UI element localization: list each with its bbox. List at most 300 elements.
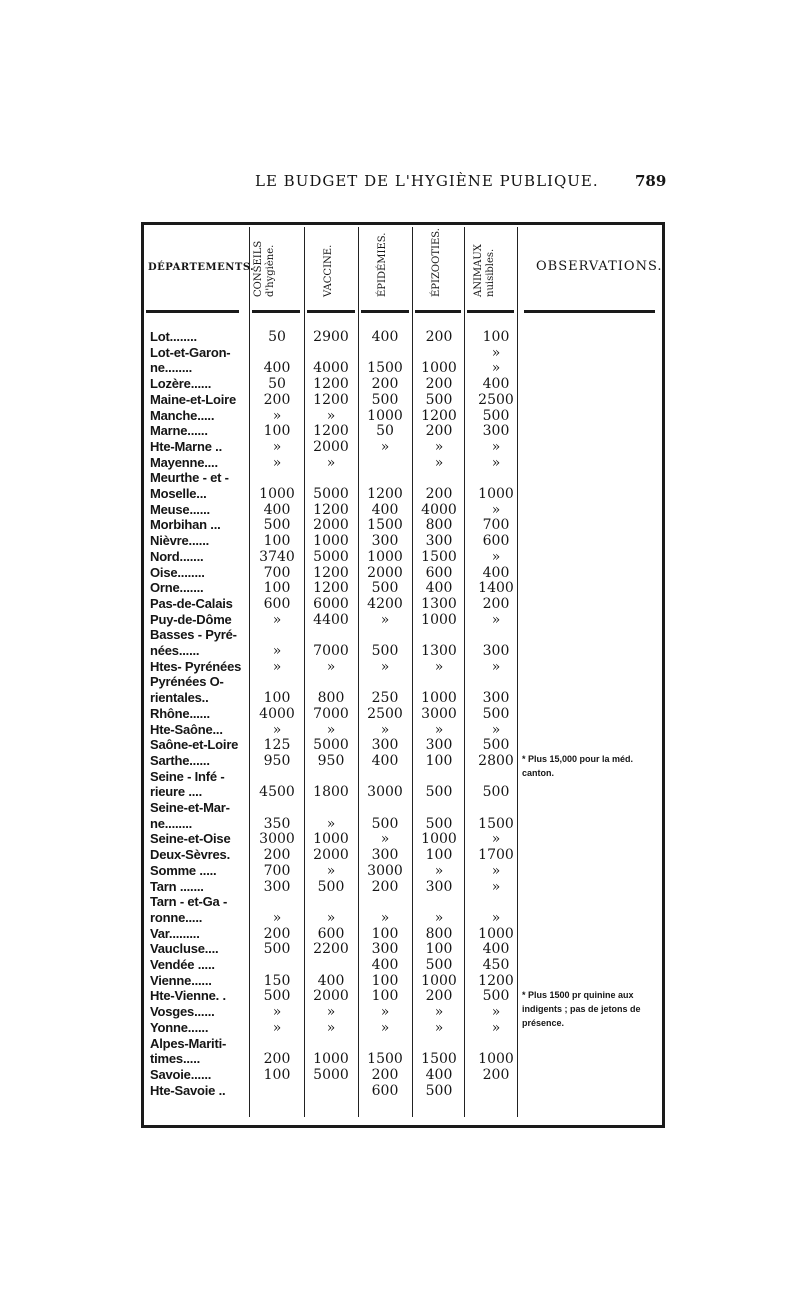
table-row: [146, 643, 518, 659]
table-cell: 300: [425, 737, 453, 754]
table-row: [146, 1083, 518, 1099]
table-row: [146, 533, 518, 549]
table-cell: 500: [371, 580, 399, 597]
table-cell: »: [272, 611, 282, 628]
table-row: [146, 455, 518, 471]
table-cell: 50: [268, 329, 286, 345]
table-cell: 5000: [313, 486, 349, 502]
table-cell: 400: [482, 376, 510, 393]
table-cell: 400: [263, 360, 291, 377]
table-cell: »: [434, 1004, 444, 1021]
table-cell: 125: [263, 737, 291, 754]
table-row: [146, 345, 518, 361]
department-name: Basses - Pyré-: [150, 627, 237, 643]
department-name: Vaucluse....: [150, 941, 219, 957]
table-cell: 500: [482, 784, 510, 801]
department-name: Nord.......: [150, 548, 204, 564]
header-animaux: [473, 244, 497, 297]
table-cell: 700: [263, 862, 291, 879]
table-cell: »: [380, 611, 390, 628]
table-cell: 1000: [259, 486, 295, 502]
table-cell: »: [380, 909, 390, 926]
table-row: [146, 941, 518, 957]
table-cell: »: [380, 438, 390, 455]
table-row: [146, 879, 518, 895]
table-cell: 3000: [367, 784, 403, 801]
department-name: Hte-Savoie ..: [150, 1082, 226, 1098]
header-animaux-line1: ANIMAUX: [473, 244, 484, 297]
table-row: [146, 847, 518, 863]
table-cell: 4000: [259, 705, 295, 722]
table-row: [146, 376, 518, 392]
department-name: nées......: [150, 643, 200, 658]
table-cell: 500: [425, 957, 453, 973]
table-row: [146, 957, 518, 973]
table-cell: 1500: [478, 815, 514, 832]
table-cell: »: [491, 501, 501, 518]
table-cell: »: [326, 721, 336, 738]
table-cell: 1200: [313, 376, 349, 393]
table-cell: 200: [425, 988, 453, 1005]
table-cell: 300: [482, 643, 510, 659]
table-cell: »: [491, 1019, 501, 1036]
department-name: Manche.....: [150, 407, 215, 423]
table-cell: 4000: [421, 501, 457, 518]
table-row: [146, 408, 518, 424]
header-animaux-line2: nuisibles.: [485, 248, 496, 297]
table-cell: 1000: [421, 972, 457, 989]
table-cell: 300: [371, 737, 399, 754]
table-row: [146, 753, 518, 769]
department-name: Lot........: [150, 329, 197, 344]
table-cell: 3000: [367, 862, 403, 879]
header-epidemies: ÉPIDÉMIES.: [377, 232, 388, 297]
header-rule: [252, 310, 300, 313]
department-name: Var.........: [150, 925, 200, 941]
table-cell: 50: [376, 423, 394, 440]
table-cell: 300: [425, 533, 453, 550]
table-row: [146, 659, 518, 675]
table-cell: 2000: [313, 517, 349, 534]
table-cell: 100: [371, 972, 399, 989]
table-cell: 4000: [313, 360, 349, 377]
department-name: Nièvre......: [150, 533, 210, 549]
table-row: [146, 1020, 518, 1036]
table-cell: 2200: [313, 941, 349, 958]
table-cell: 100: [263, 533, 291, 550]
table-cell: 950: [263, 752, 291, 769]
table-cell: 500: [482, 737, 510, 754]
table-cell: 500: [317, 878, 345, 895]
table-cell: 400: [263, 501, 291, 518]
department-name: Tarn - et-Ga -: [150, 894, 228, 910]
table-row: [146, 627, 518, 643]
table-cell: 200: [425, 329, 453, 345]
table-row: [146, 329, 518, 345]
table-cell: 500: [425, 391, 453, 408]
department-name: ne........: [150, 360, 193, 376]
table-row: [146, 831, 518, 847]
department-name: Hte-Marne ..: [150, 438, 223, 454]
table-cell: 1000: [478, 1051, 514, 1068]
table-cell: 1000: [478, 486, 514, 502]
department-name: Seine-et-Mar-: [150, 800, 230, 815]
table-cell: 5000: [313, 548, 349, 565]
table-cell: 100: [425, 752, 453, 769]
table-row: [146, 674, 518, 690]
table-cell: 300: [371, 847, 399, 864]
department-name: Morbihan ...: [150, 517, 221, 533]
department-name: Marne......: [150, 423, 208, 439]
table-cell: »: [491, 721, 501, 738]
table-cell: 500: [263, 517, 291, 534]
table-cell: »: [326, 862, 336, 879]
table-cell: 300: [371, 533, 399, 550]
table-cell: 200: [371, 1066, 399, 1083]
department-name: Puy-de-Dôme: [150, 611, 232, 627]
table-row: [146, 910, 518, 926]
table-row: [146, 988, 518, 1004]
table-cell: 600: [317, 925, 345, 942]
table-cell: »: [491, 360, 501, 377]
header-vaccine: VACCINE.: [323, 244, 334, 297]
header-rule: [524, 310, 655, 313]
table-cell: 100: [371, 925, 399, 942]
table-cell: 2000: [313, 438, 349, 455]
table-cell: 1000: [421, 360, 457, 377]
table-cell: 1500: [367, 360, 403, 377]
table-row: [146, 392, 518, 408]
table-cell: 300: [263, 878, 291, 895]
table-cell: 400: [371, 752, 399, 769]
table-row: [146, 517, 518, 533]
table-cell: 200: [263, 1051, 291, 1068]
department-name: Rhône......: [150, 705, 210, 721]
department-name: Seine - Infé -: [150, 768, 225, 784]
table-cell: 1200: [478, 972, 514, 989]
table-cell: 1200: [313, 391, 349, 408]
table-cell: 700: [263, 564, 291, 581]
table-cell: »: [326, 815, 336, 832]
table-cell: 100: [263, 423, 291, 440]
header-conseils-line2: d'hygiène.: [265, 244, 276, 297]
table-cell: 600: [263, 595, 291, 612]
department-name: Saône-et-Loire: [150, 737, 239, 753]
table-cell: 5000: [313, 1066, 349, 1083]
department-name: Orne.......: [150, 580, 204, 596]
table-cell: 2000: [313, 847, 349, 864]
table-cell: »: [491, 1004, 501, 1021]
table-cell: 200: [263, 847, 291, 864]
table-cell: 2900: [313, 329, 349, 345]
table-cell: 450: [482, 957, 510, 973]
table-cell: »: [491, 831, 501, 848]
header-rule: [146, 310, 239, 313]
department-name: Vendée .....: [150, 957, 215, 972]
table-cell: 1000: [367, 548, 403, 565]
department-name: Hte-Vienne. .: [150, 988, 226, 1004]
table-cell: 400: [371, 957, 399, 973]
table-cell: »: [272, 1004, 282, 1021]
table-cell: 300: [482, 423, 510, 440]
table-cell: 100: [263, 580, 291, 597]
table-cell: 5000: [313, 737, 349, 754]
table-cell: »: [272, 721, 282, 738]
table-cell: 100: [482, 329, 510, 345]
table-row: [146, 706, 518, 722]
table-cell: 2800: [478, 752, 514, 769]
header-rule: [307, 310, 355, 313]
department-name: Hte-Saône...: [150, 721, 223, 737]
table-cell: 1700: [478, 847, 514, 864]
table-cell: »: [491, 454, 501, 471]
table-cell: 50: [268, 376, 286, 393]
table-cell: 2500: [367, 705, 403, 722]
table-cell: »: [491, 862, 501, 879]
table-cell: 400: [425, 580, 453, 597]
table-cell: 200: [482, 595, 510, 612]
department-name: Savoie......: [150, 1066, 212, 1082]
table-cell: »: [326, 1004, 336, 1021]
table-cell: 200: [425, 423, 453, 440]
table-row: [146, 690, 518, 706]
department-name: Pas-de-Calais: [150, 595, 233, 611]
table-cell: 350: [263, 815, 291, 832]
table-cell: 1500: [367, 1051, 403, 1068]
department-name: Meurthe - et -: [150, 470, 229, 486]
table-cell: 6000: [313, 595, 349, 612]
table-cell: 3000: [421, 705, 457, 722]
table-row: [146, 816, 518, 832]
table-cell: 100: [425, 941, 453, 958]
table-cell: 3740: [259, 548, 295, 565]
table-cell: 500: [263, 941, 291, 958]
department-name: Tarn .......: [150, 878, 204, 894]
table-cell: 1200: [313, 423, 349, 440]
table-cell: 300: [425, 878, 453, 895]
table-cell: 800: [317, 690, 345, 707]
table-row: [146, 1004, 518, 1020]
table-row: [146, 439, 518, 455]
table-cell: 100: [371, 988, 399, 1005]
table-cell: »: [272, 658, 282, 675]
running-head: LE BUDGET DE L'HYGIÈNE PUBLIQUE.: [255, 172, 599, 190]
table-cell: »: [380, 1004, 390, 1021]
table-row: [146, 1036, 518, 1052]
table-cell: 100: [425, 847, 453, 864]
table-cell: »: [491, 548, 501, 565]
table-cell: 1300: [421, 643, 457, 659]
table-cell: »: [434, 721, 444, 738]
department-name: Vosges......: [150, 1004, 215, 1020]
table-cell: »: [491, 344, 501, 361]
table-cell: 400: [425, 1066, 453, 1083]
department-name: Deux-Sèvres.: [150, 847, 230, 863]
header-epizooties: ÉPIZOOTIES.: [431, 228, 442, 297]
page-number: 789: [635, 172, 667, 190]
table-cell: 500: [482, 705, 510, 722]
table-cell: 4400: [313, 611, 349, 628]
observation-note-hte-vienne: * Plus 1500 pr quinine aux indigents ; pas de jetons de présence.: [522, 990, 641, 1028]
header-conseils: [253, 241, 277, 297]
table-cell: »: [491, 438, 501, 455]
table-cell: 500: [371, 815, 399, 832]
table-cell: 100: [263, 690, 291, 707]
department-name: rientales..: [150, 690, 209, 706]
table-cell: 4200: [367, 595, 403, 612]
header-rule: [361, 310, 409, 313]
department-name: Vienne......: [150, 972, 212, 988]
table-cell: 800: [425, 925, 453, 942]
table-cell: 500: [371, 643, 399, 659]
table-cell: »: [326, 1019, 336, 1036]
table-cell: 7000: [313, 643, 349, 659]
table-cell: 500: [425, 784, 453, 801]
department-name: Lot-et-Garon-: [150, 344, 231, 360]
table-cell: 200: [371, 376, 399, 393]
table-row: [146, 580, 518, 596]
table-row: [146, 926, 518, 942]
table-row: [146, 360, 518, 376]
table-cell: 1500: [367, 517, 403, 534]
table-cell: 200: [425, 376, 453, 393]
header-rule: [415, 310, 461, 313]
table-cell: 950: [317, 752, 345, 769]
table-cell: 400: [482, 941, 510, 958]
table-cell: 400: [482, 564, 510, 581]
header-rule: [467, 310, 514, 313]
table-cell: »: [491, 878, 501, 895]
table-row: [146, 769, 518, 785]
table-cell: 1400: [478, 580, 514, 597]
table-cell: 2500: [478, 391, 514, 408]
department-name: Oise........: [150, 564, 205, 580]
table-cell: 600: [371, 1082, 399, 1099]
table-cell: »: [491, 909, 501, 926]
table-row: [146, 1051, 518, 1067]
department-name: Htes- Pyrénées: [150, 658, 242, 674]
department-name: Maine-et-Loire: [150, 391, 237, 407]
header-observations: OBSERVATIONS.: [536, 259, 663, 274]
table-cell: »: [380, 1019, 390, 1036]
table-cell: 700: [482, 517, 510, 534]
table-cell: 1500: [421, 1051, 457, 1068]
table-row: [146, 863, 518, 879]
department-name: Meuse......: [150, 501, 210, 517]
table-cell: »: [434, 862, 444, 879]
table-cell: 500: [263, 988, 291, 1005]
table-cell: 500: [371, 391, 399, 408]
table-cell: »: [380, 658, 390, 675]
table-cell: 1000: [313, 831, 349, 848]
table-row: [146, 423, 518, 439]
department-name: Alpes-Mariti-: [150, 1035, 227, 1051]
table-cell: 1000: [421, 690, 457, 707]
department-name: ronne.....: [150, 909, 203, 925]
department-name: Seine-et-Oise: [150, 831, 231, 847]
table-cell: »: [434, 1019, 444, 1036]
table-cell: »: [434, 909, 444, 926]
table-cell: 400: [317, 972, 345, 989]
table-row: [146, 565, 518, 581]
table-cell: »: [272, 438, 282, 455]
table-cell: »: [272, 1019, 282, 1036]
table-cell: 1000: [478, 925, 514, 942]
table-cell: »: [326, 454, 336, 471]
table-cell: 1000: [313, 1051, 349, 1068]
table-cell: »: [491, 611, 501, 628]
table-cell: 800: [425, 517, 453, 534]
table-cell: 1000: [367, 407, 403, 424]
table-cell: 1200: [421, 407, 457, 424]
table-row: [146, 973, 518, 989]
table-cell: 1000: [313, 533, 349, 550]
table-cell: 1800: [313, 784, 349, 801]
table-cell: »: [434, 658, 444, 675]
table-row: [146, 737, 518, 753]
table-row: [146, 612, 518, 628]
table-cell: 500: [425, 815, 453, 832]
table-cell: »: [326, 909, 336, 926]
table-row: [146, 486, 518, 502]
table-cell: 600: [425, 564, 453, 581]
table-cell: 200: [482, 1066, 510, 1083]
table-cell: »: [326, 658, 336, 675]
table-cell: 1200: [367, 486, 403, 502]
table-cell: »: [272, 643, 282, 659]
table-cell: »: [434, 454, 444, 471]
table-row: [146, 596, 518, 612]
table-cell: 500: [425, 1082, 453, 1099]
department-name: times.....: [150, 1051, 201, 1067]
table-cell: 100: [263, 1066, 291, 1083]
table-cell: »: [272, 909, 282, 926]
table-cell: 200: [425, 486, 453, 502]
table-cell: 300: [482, 690, 510, 707]
table-row: [146, 722, 518, 738]
table-row: [146, 470, 518, 486]
table-cell: 200: [263, 391, 291, 408]
department-name: ne........: [150, 815, 193, 831]
table-row: [146, 894, 518, 910]
table-row: [146, 784, 518, 800]
table-cell: 250: [371, 690, 399, 707]
table-row: [146, 800, 518, 816]
header-departements: DÉPARTEMENTS.: [148, 262, 255, 273]
table-row: [146, 1067, 518, 1083]
table-cell: 2000: [313, 988, 349, 1005]
department-name: Moselle...: [150, 486, 207, 501]
table-cell: 400: [371, 329, 399, 345]
table-cell: 7000: [313, 705, 349, 722]
table-cell: 200: [263, 925, 291, 942]
table-cell: »: [272, 454, 282, 471]
table-cell: 1500: [421, 548, 457, 565]
table-cell: 1200: [313, 501, 349, 518]
observation-note-sarthe: * Plus 15,000 pour la méd. canton.: [522, 754, 634, 778]
table-cell: 500: [482, 988, 510, 1005]
table-row: [146, 502, 518, 518]
table-cell: 400: [371, 501, 399, 518]
department-name: Lozère......: [150, 376, 212, 392]
table-cell: »: [380, 831, 390, 848]
table-cell: »: [491, 658, 501, 675]
table-cell: 3000: [259, 831, 295, 848]
table-cell: 300: [371, 941, 399, 958]
header-conseils-line1: CONSEILS: [253, 240, 264, 297]
department-name: Sarthe......: [150, 752, 210, 768]
table-cell: 1300: [421, 595, 457, 612]
